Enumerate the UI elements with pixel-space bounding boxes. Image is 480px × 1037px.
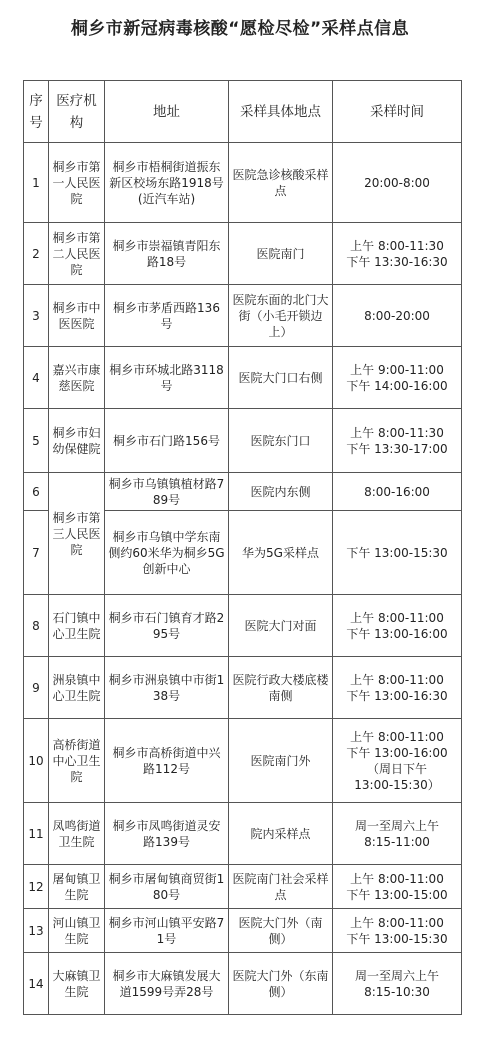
row-no: 3 bbox=[24, 285, 49, 347]
row-place: 医院大门外（东南侧） bbox=[229, 953, 333, 1015]
row-address: 桐乡市梧桐街道振东新区校场东路1918号(近汽车站) bbox=[105, 143, 229, 223]
row-time bbox=[333, 473, 462, 511]
row-address: 桐乡市高桥街道中兴路112号 bbox=[105, 719, 229, 803]
time-line: 下午 13:00-16:30 bbox=[346, 688, 448, 703]
table-row bbox=[24, 595, 462, 657]
time-line: 上午 8:00-11:30 bbox=[350, 425, 444, 440]
row-no: 9 bbox=[24, 657, 49, 719]
row-address: 桐乡市环城北路3118号 bbox=[105, 347, 229, 409]
time-line: 下午 13:00-16:00 bbox=[346, 745, 448, 760]
time-line: 下午 13:30-17:00 bbox=[346, 441, 448, 456]
table-row bbox=[24, 143, 462, 223]
table-row bbox=[24, 285, 462, 347]
row-no: 1 bbox=[24, 143, 49, 223]
time-line: 上午 8:00-11:00 bbox=[350, 672, 444, 687]
row-time bbox=[333, 409, 462, 473]
row-no: 2 bbox=[24, 223, 49, 285]
sampling-sites-table bbox=[23, 80, 462, 1015]
time-line: 下午 13:00-15:00 bbox=[346, 887, 448, 902]
row-time bbox=[333, 595, 462, 657]
table-row bbox=[24, 953, 462, 1015]
row-time bbox=[333, 143, 462, 223]
time-line: 8:00-16:00 bbox=[364, 484, 430, 499]
row-place: 医院东面的北门大街（小毛开锁边上） bbox=[229, 285, 333, 347]
time-line: 上午 8:00-11:30 bbox=[350, 238, 444, 253]
table-header-row bbox=[24, 81, 462, 143]
row-time bbox=[333, 953, 462, 1015]
header-no: 序号 bbox=[24, 81, 49, 143]
row-address: 桐乡市石门路156号 bbox=[105, 409, 229, 473]
time-line: 下午 13:00-15:30 bbox=[346, 545, 448, 560]
table-row bbox=[24, 347, 462, 409]
row-org: 桐乡市第二人民医院 bbox=[49, 223, 105, 285]
row-address: 桐乡市石门镇育才路295号 bbox=[105, 595, 229, 657]
row-address: 桐乡市崇福镇青阳东路18号 bbox=[105, 223, 229, 285]
row-no: 14 bbox=[24, 953, 49, 1015]
header-address: 地址 bbox=[105, 81, 229, 143]
row-no: 7 bbox=[24, 511, 49, 595]
row-org: 大麻镇卫生院 bbox=[49, 953, 105, 1015]
row-place: 院内采样点 bbox=[229, 803, 333, 865]
time-line: 上午 8:00-11:00 bbox=[350, 729, 444, 744]
row-time bbox=[333, 511, 462, 595]
table-row bbox=[24, 803, 462, 865]
page-title: 桐乡市新冠病毒核酸“愿检尽检”采样点信息 bbox=[70, 19, 410, 39]
row-org: 高桥街道中心卫生院 bbox=[49, 719, 105, 803]
table-row bbox=[24, 865, 462, 909]
time-line: 下午 13:00-16:00 bbox=[346, 626, 448, 641]
header-time: 采样时间 bbox=[333, 81, 462, 143]
table-row bbox=[24, 223, 462, 285]
row-place: 医院南门社会采样点 bbox=[229, 865, 333, 909]
row-place: 医院大门口右侧 bbox=[229, 347, 333, 409]
row-address: 桐乡市凤鸣街道灵安路139号 bbox=[105, 803, 229, 865]
time-line: （周日下午 bbox=[366, 761, 427, 776]
time-line: 周一至周六上午 bbox=[354, 818, 439, 833]
table-row bbox=[24, 473, 462, 511]
row-place: 医院南门外 bbox=[229, 719, 333, 803]
row-address: 桐乡市河山镇平安路71号 bbox=[105, 909, 229, 953]
table-row bbox=[24, 657, 462, 719]
row-time bbox=[333, 285, 462, 347]
row-org: 洲泉镇中心卫生院 bbox=[49, 657, 105, 719]
time-line: 上午 9:00-11:00 bbox=[350, 362, 444, 377]
row-org: 桐乡市第三人民医院 bbox=[49, 473, 105, 595]
row-place: 医院大门对面 bbox=[229, 595, 333, 657]
row-no: 6 bbox=[24, 473, 49, 511]
row-org: 桐乡市第一人民医院 bbox=[49, 143, 105, 223]
time-line: 8:15-10:30 bbox=[364, 984, 430, 999]
time-line: 13:00-15:30） bbox=[354, 777, 440, 792]
time-line: 8:15-11:00 bbox=[364, 834, 430, 849]
row-org: 河山镇卫生院 bbox=[49, 909, 105, 953]
time-line: 20:00-8:00 bbox=[364, 175, 430, 190]
row-org: 石门镇中心卫生院 bbox=[49, 595, 105, 657]
row-org: 嘉兴市康慈医院 bbox=[49, 347, 105, 409]
row-no: 8 bbox=[24, 595, 49, 657]
row-no: 12 bbox=[24, 865, 49, 909]
table-row bbox=[24, 719, 462, 803]
time-line: 上午 8:00-11:00 bbox=[350, 871, 444, 886]
time-line: 8:00-20:00 bbox=[364, 308, 430, 323]
time-line: 下午 13:00-15:30 bbox=[346, 931, 448, 946]
header-place: 采样具体地点 bbox=[229, 81, 333, 143]
row-time bbox=[333, 657, 462, 719]
row-place: 医院大门外（南侧） bbox=[229, 909, 333, 953]
row-address: 桐乡市乌镇中学东南侧约60米华为桐乡5G创新中心 bbox=[105, 511, 229, 595]
row-time bbox=[333, 865, 462, 909]
row-org: 凤鸣街道卫生院 bbox=[49, 803, 105, 865]
row-org: 桐乡市中医医院 bbox=[49, 285, 105, 347]
time-line: 下午 13:30-16:30 bbox=[346, 254, 448, 269]
row-address: 桐乡市乌镇镇植材路789号 bbox=[105, 473, 229, 511]
row-org: 屠甸镇卫生院 bbox=[49, 865, 105, 909]
row-place: 医院南门 bbox=[229, 223, 333, 285]
time-line: 上午 8:00-11:00 bbox=[350, 610, 444, 625]
time-line: 周一至周六上午 bbox=[354, 968, 439, 983]
table-row bbox=[24, 909, 462, 953]
row-no: 5 bbox=[24, 409, 49, 473]
row-time bbox=[333, 223, 462, 285]
header-org: 医疗机构 bbox=[49, 81, 105, 143]
row-address: 桐乡市屠甸镇商贸街180号 bbox=[105, 865, 229, 909]
row-place: 华为5G采样点 bbox=[229, 511, 333, 595]
row-place: 医院行政大楼底楼南侧 bbox=[229, 657, 333, 719]
row-time bbox=[333, 803, 462, 865]
row-time bbox=[333, 347, 462, 409]
row-address: 桐乡市大麻镇发展大道1599号弄28号 bbox=[105, 953, 229, 1015]
time-line: 上午 8:00-11:00 bbox=[350, 915, 444, 930]
row-time bbox=[333, 719, 462, 803]
row-address: 桐乡市洲泉镇中市街138号 bbox=[105, 657, 229, 719]
row-no: 13 bbox=[24, 909, 49, 953]
row-place: 医院东门口 bbox=[229, 409, 333, 473]
time-line: 下午 14:00-16:00 bbox=[346, 378, 448, 393]
row-org: 桐乡市妇幼保健院 bbox=[49, 409, 105, 473]
table-row bbox=[24, 409, 462, 473]
row-time bbox=[333, 909, 462, 953]
row-address: 桐乡市茅盾西路136号 bbox=[105, 285, 229, 347]
row-no: 11 bbox=[24, 803, 49, 865]
row-no: 4 bbox=[24, 347, 49, 409]
row-no: 10 bbox=[24, 719, 49, 803]
row-place: 医院内东侧 bbox=[229, 473, 333, 511]
row-place: 医院急诊核酸采样点 bbox=[229, 143, 333, 223]
